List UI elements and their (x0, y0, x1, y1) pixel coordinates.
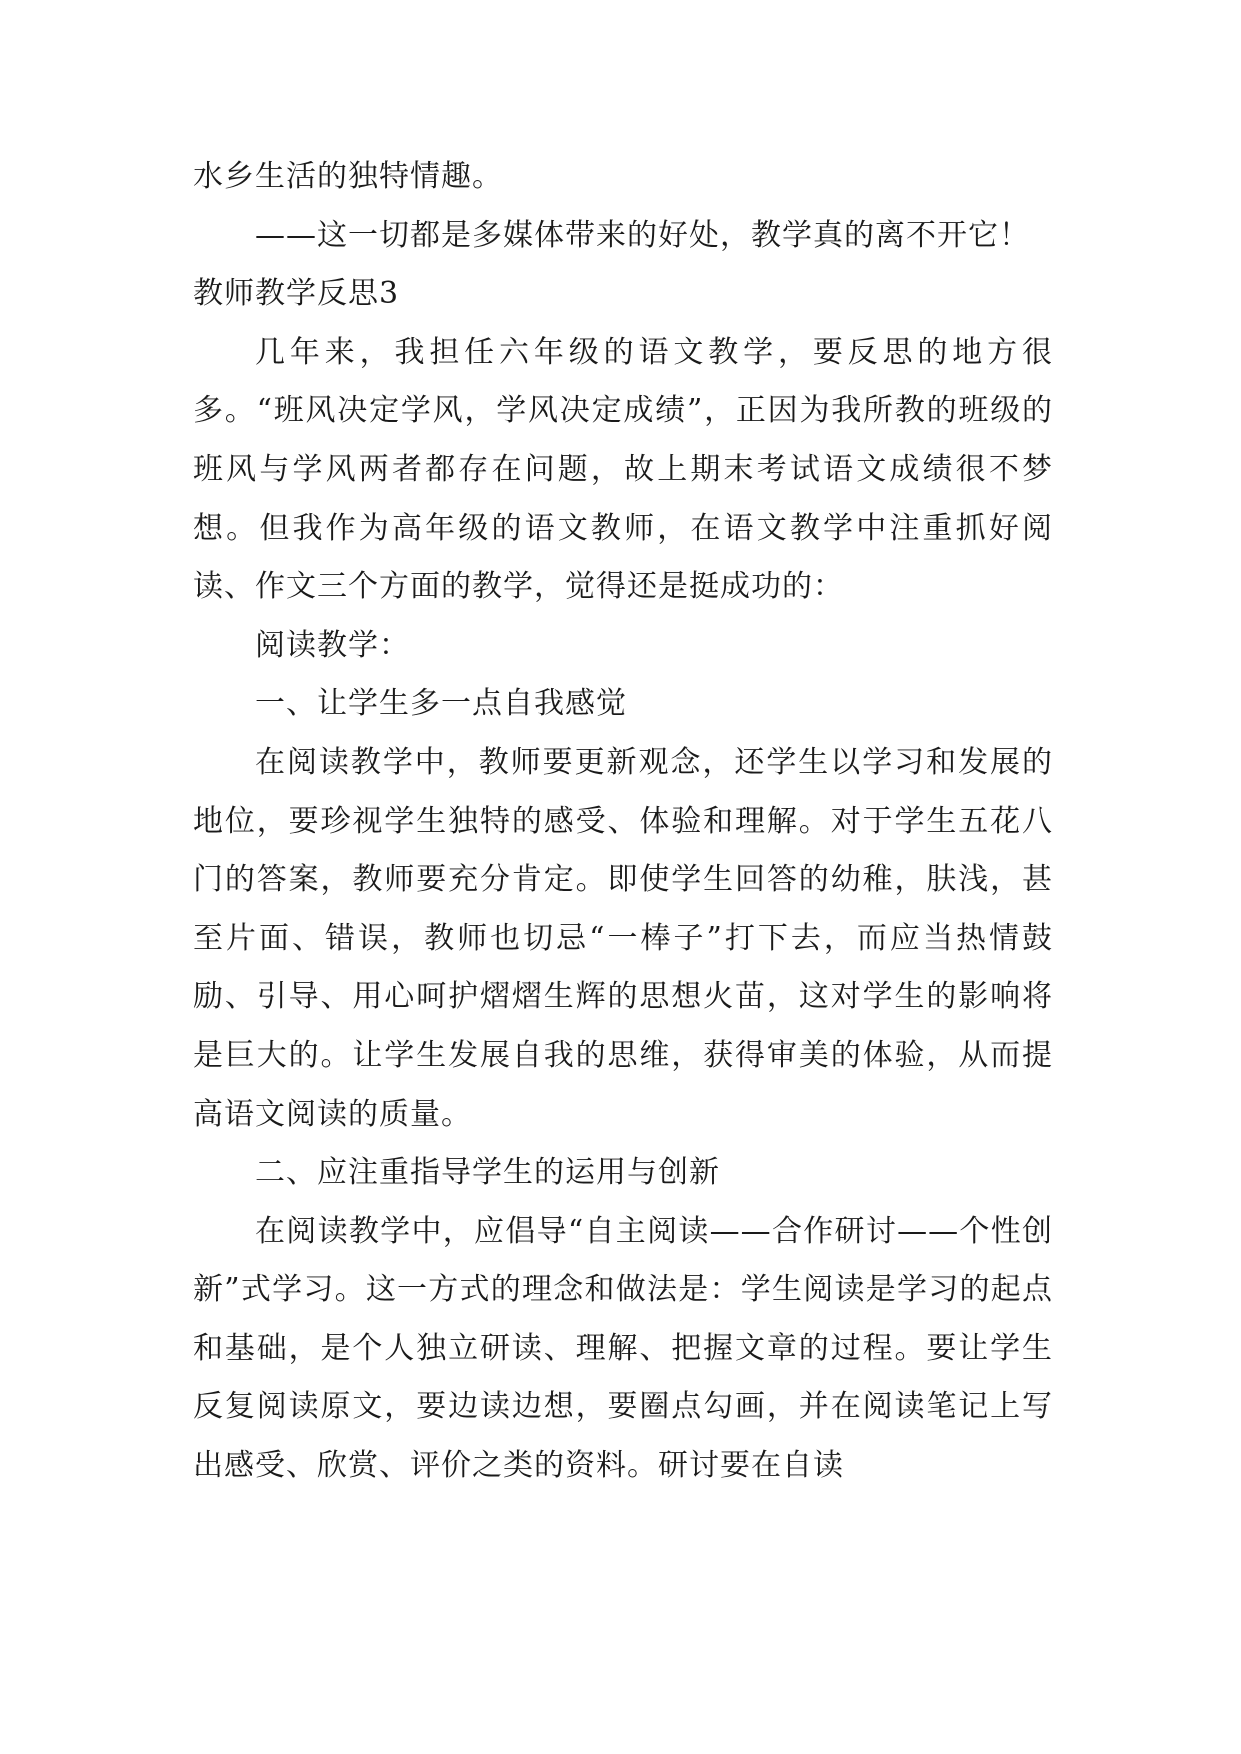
document-page (193, 148, 1053, 1496)
subheading-point-one: 一、让学生多一点自我感觉 (255, 686, 627, 722)
paragraph-intro: 几年来，我担任六年级的语文教学，要反思的地方很多。“班风决定学风，学风决定成绩”，正因为我所教的班级的班风与学风两者都存在问题，故上期末考试语文成绩很不梦想。但我作为高年级的语文教师，在语文教学中注重抓好阅读、作文三个方面的教学，觉得还是挺成功的： (193, 334, 1053, 605)
subheading-reading-teaching: 阅读教学： (255, 627, 410, 663)
section-title: 教师教学反思3 (193, 276, 400, 312)
paragraph-multimedia-conclusion: ——这一切都是多媒体带来的好处，教学真的离不开它！ (255, 217, 1030, 253)
paragraph-continuation: 水乡生活的独特情趣。 (193, 159, 503, 194)
paragraph-point-one-body: 在阅读教学中，教师要更新观念，还学生以学习和发展的地位，要珍视学生独特的感受、体验和理解。对于学生五花八门的答案，教师要充分肯定。即使学生回答的幼稚，肤浅，甚至片面、错误，教师也切忌“一棒子”打下去，而应当热情鼓励、引导、用心呵护熠熠生辉的思想火苗，这对学生的影响将是巨大的。让学生发展自我的思维，获得审美的体验，从而提高语文阅读的质量。 (193, 744, 1053, 1132)
paragraph-point-two-body: 在阅读教学中，应倡导“自主阅读——合作研讨——个性创新”式学习。这一方式的理念和做法是：学生阅读是学习的起点和基础，是个人独立研读、理解、把握文章的过程。要让学生反复阅读原文，要边读边想，要圈点勾画，并在阅读笔记上写出感受、欣赏、评价之类的资料。研讨要在自读 (193, 1213, 1053, 1484)
subheading-point-two: 二、应注重指导学生的运用与创新 (255, 1155, 720, 1191)
